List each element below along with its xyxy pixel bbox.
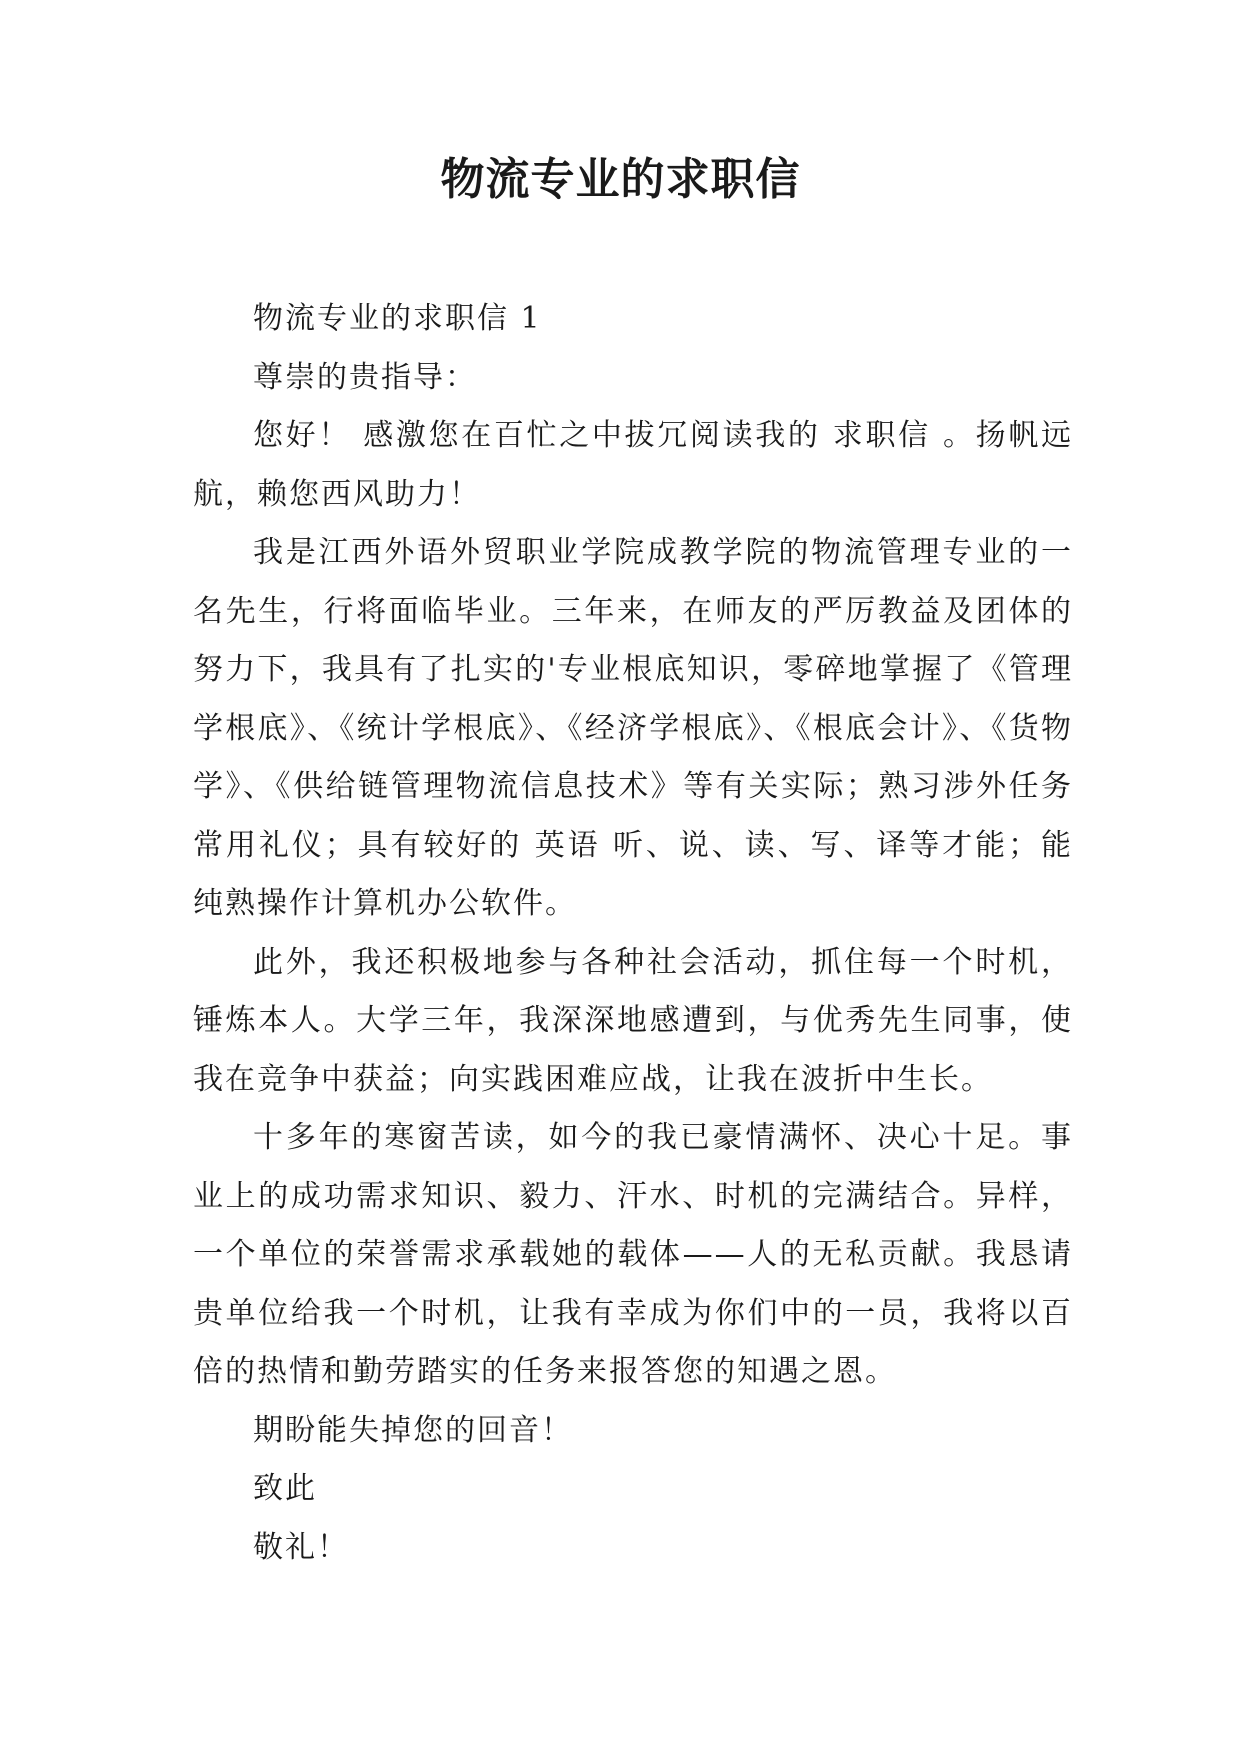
document-body bbox=[193, 290, 1073, 1577]
paragraph-request: 十多年的寒窗苦读，如今的我已豪情满怀、决心十足。事业上的成功需求知识、毅力、汗水、时机的完满结合。异样，一个单位的荣誉需求承载她的载体——人的无私贡献。我恳请贵单位给我一个时机，让我有幸成为你们中的一员，我将以百倍的热情和勤劳踏实的任务来报答您的知遇之恩。 bbox=[193, 1120, 1073, 1389]
paragraph-heading: 物流专业的求职信 1 bbox=[253, 301, 542, 336]
paragraph-closing: 期盼能失掉您的回音！ bbox=[253, 1412, 573, 1448]
paragraph-salutation: 尊崇的贵指导： bbox=[253, 359, 477, 395]
document-title: 物流专业的求职信 bbox=[440, 154, 801, 205]
paragraph-regards-1: 致此 bbox=[253, 1471, 317, 1506]
paragraph-introduction: 我是江西外语外贸职业学院成教学院的物流管理专业的一名先生，行将面临毕业。三年来，在师友的严厉教益及团体的努力下，我具有了扎实的'专业根底知识，零碎地掌握了《管理学根底》、《统计学根底》、《经济学根底》、《根底会计》、《货物学》、《供给链管理物流信息技术》等有关实际；熟习涉外任务常用礼仪；具有较好的 英语 听、说、读、写、译等才能；能纯熟操作计算机办公软件。 bbox=[193, 535, 1073, 921]
paragraph-activities: 此外，我还积极地参与各种社会活动，抓住每一个时机，锤炼本人。大学三年，我深深地感遭到，与优秀先生同事，使我在竞争中获益；向实践困难应战，让我在波折中生长。 bbox=[193, 944, 1073, 1097]
paragraph-regards-2: 敬礼！ bbox=[253, 1529, 349, 1565]
paragraph-greeting: 您好！ 感激您在百忙之中拔冗阅读我的 求职信 。扬帆远航，赖您西风助力！ bbox=[193, 418, 1073, 512]
